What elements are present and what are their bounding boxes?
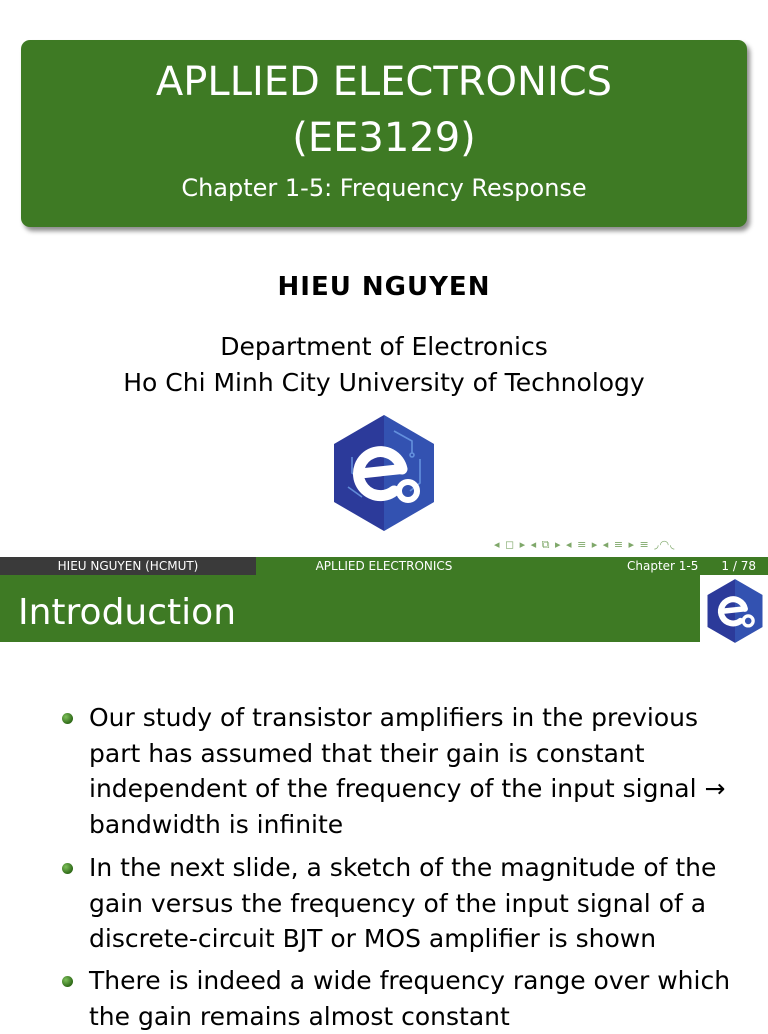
footline-chapter: Chapter 1-5 [627, 559, 699, 573]
title-box [21, 40, 747, 227]
bullet-text: There is indeed a wide frequency range over which the gain remains almost constant [89, 966, 731, 1031]
bullet-text: Our study of transistor amplifiers in the previous part has assumed that their gain is constant independent of the frequency of the input signal → bandwidth is infinite [89, 703, 726, 839]
list-item [89, 963, 749, 1034]
bullet-icon [62, 713, 73, 724]
footline-right [512, 557, 768, 575]
bullet-icon [62, 976, 73, 987]
beamer-navigation-icons[interactable]: ◂ ◻ ▸ ◂ ⧉ ▸ ◂ ≡ ▸ ◂ ≡ ▸ ≡ ◞◠◟ [494, 538, 676, 551]
course-code: (EE3129) [292, 115, 476, 161]
footline-page-number: 1 / 78 [721, 559, 756, 573]
university-logo-small-icon [705, 578, 765, 644]
footline-author: HIEU NGUYEN (HCMUT) [0, 557, 256, 575]
university-logo-icon [332, 413, 436, 533]
frame-title: Introduction [18, 592, 237, 633]
footline-course: APLLIED ELECTRONICS [256, 557, 512, 575]
bullet-text: In the next slide, a sketch of the magnitude of the gain versus the frequency of the input signal of a discrete-circuit BJT or MOS amplifier is shown [89, 853, 717, 953]
list-item [89, 700, 749, 842]
frame-content [0, 642, 768, 1031]
chapter-subtitle: Chapter 1-5: Frequency Response [181, 174, 587, 202]
footline [0, 557, 768, 575]
list-item [89, 850, 749, 957]
department: Department of Electronics [220, 332, 548, 361]
university: Ho Chi Minh City University of Technology [123, 368, 645, 397]
frame-title-bar [0, 575, 700, 642]
bullet-icon [62, 863, 73, 874]
course-title: APLLIED ELECTRONICS [155, 59, 613, 105]
author-name: HIEU NGUYEN [277, 272, 491, 302]
